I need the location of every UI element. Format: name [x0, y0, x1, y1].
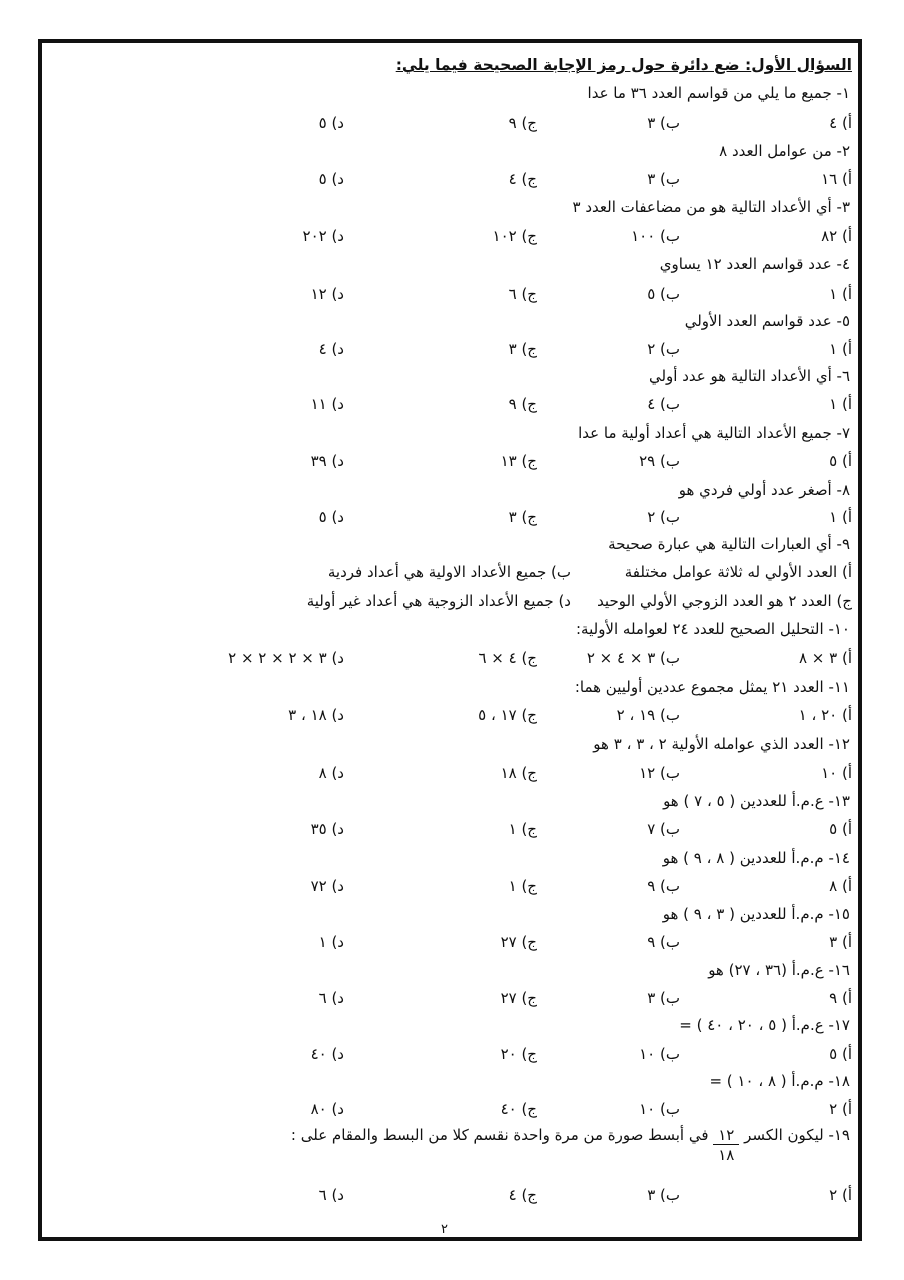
question-7: ٧- جميع الأعداد التالية هي أعداد أولية ما عدا	[578, 424, 850, 442]
q19-option-d[interactable]: د) ٦	[318, 1186, 344, 1204]
q8-option-d[interactable]: د) ٥	[318, 508, 344, 526]
q16-option-a[interactable]: أ) ٩	[829, 989, 852, 1007]
q5-option-d[interactable]: د) ٤	[318, 340, 344, 358]
q7-option-b[interactable]: ب) ٢٩	[639, 452, 680, 470]
q10-option-b[interactable]: ب) ٣ × ٤ × ٢	[586, 649, 680, 667]
q3-option-b[interactable]: ب) ١٠٠	[631, 227, 680, 245]
q8-option-b[interactable]: ب) ٢	[647, 508, 680, 526]
q19-option-a[interactable]: أ) ٢	[829, 1186, 852, 1204]
question-11: ١١- العدد ٢١ يمثل مجموع عددين أوليين هما:	[574, 678, 850, 696]
question-2: ٢- من عوامل العدد ٨	[719, 142, 850, 160]
q15-option-c[interactable]: ج) ٢٧	[500, 933, 537, 951]
page-number: ٢	[441, 1222, 448, 1237]
q18-option-a[interactable]: أ) ٢	[829, 1100, 852, 1118]
q7-option-a[interactable]: أ) ٥	[829, 452, 852, 470]
q5-option-a[interactable]: أ) ١	[829, 340, 852, 358]
question-6: ٦- أي الأعداد التالية هو عدد أولي	[648, 367, 850, 385]
q14-option-d[interactable]: د) ٧٢	[310, 877, 344, 895]
question-15: ١٥- م.م.أ للعددين ( ٣ ، ٩ ) هو	[662, 905, 850, 923]
q5-option-b[interactable]: ب) ٢	[647, 340, 680, 358]
q10-option-a[interactable]: أ) ٣ × ٨	[798, 649, 852, 667]
q9-option-b[interactable]: ب) جميع الأعداد الاولية هي أعداد فردية	[327, 563, 571, 581]
q7-option-c[interactable]: ج) ١٣	[500, 452, 537, 470]
q1-option-a[interactable]: أ) ٤	[829, 114, 852, 132]
q17-option-a[interactable]: أ) ٥	[829, 1045, 852, 1063]
q4-option-b[interactable]: ب) ٥	[647, 285, 680, 303]
q7-option-d[interactable]: د) ٣٩	[310, 452, 344, 470]
q18-option-b[interactable]: ب) ١٠	[639, 1100, 680, 1118]
q9-option-c[interactable]: ج) العدد ٢ هو العدد الزوجي الأولي الوحيد	[597, 592, 852, 610]
q14-option-c[interactable]: ج) ١	[508, 877, 537, 895]
question-5: ٥- عدد قواسم العدد الأولي	[684, 312, 850, 330]
q15-option-d[interactable]: د) ١	[318, 933, 344, 951]
q11-option-a[interactable]: أ) ٢٠ ، ١	[798, 706, 852, 724]
question-18: ١٨- م.م.أ ( ٨ ، ١٠ ) =	[709, 1072, 850, 1090]
q6-option-c[interactable]: ج) ٩	[508, 395, 537, 413]
q18-option-d[interactable]: د) ٨٠	[310, 1100, 344, 1118]
q3-option-a[interactable]: أ) ٨٢	[821, 227, 852, 245]
header-title: السؤال الأول	[751, 56, 852, 74]
q19-text-before: ليكون الكسر	[744, 1126, 824, 1144]
q18-option-c[interactable]: ج) ٤٠	[500, 1100, 537, 1118]
question-1: ١- جميع ما يلي من قواسم العدد ٣٦ ما عدا	[587, 84, 850, 102]
q6-option-d[interactable]: د) ١١	[310, 395, 344, 413]
q1-option-c[interactable]: ج) ٩	[508, 114, 537, 132]
q6-option-a[interactable]: أ) ١	[829, 395, 852, 413]
q6-option-b[interactable]: ب) ٤	[647, 395, 680, 413]
q9-option-d[interactable]: د) جميع الأعداد الزوجية هي أعداد غير أولية	[306, 592, 571, 610]
question-14: ١٤- م.م.أ للعددين ( ٨ ، ٩ ) هو	[662, 849, 850, 867]
q12-option-d[interactable]: د) ٨	[318, 764, 344, 782]
q15-option-b[interactable]: ب) ٩	[647, 933, 680, 951]
question-16: ١٦- ع.م.أ (٣٦ ، ٢٧) هو	[708, 961, 850, 979]
q4-option-a[interactable]: أ) ١	[829, 285, 852, 303]
question-8: ٨- أصغر عدد أولي فردي هو	[678, 481, 850, 499]
q4-option-c[interactable]: ج) ٦	[508, 285, 537, 303]
question-12: ١٢- العدد الذي عوامله الأولية ٢ ، ٣ ، ٣ هو	[593, 735, 850, 753]
question-9: ٩- أي العبارات التالية هي عبارة صحيحة	[608, 535, 850, 553]
q12-option-c[interactable]: ج) ١٨	[500, 764, 537, 782]
q10-option-d[interactable]: د) ٣ × ٢ × ٢ × ٢	[228, 649, 344, 667]
q4-option-d[interactable]: د) ١٢	[310, 285, 344, 303]
q8-option-c[interactable]: ج) ٣	[508, 508, 537, 526]
question-header	[396, 56, 852, 74]
q19-text-after: في أبسط صورة من مرة واحدة نقسم كلا من البسط والمقام على :	[290, 1126, 709, 1144]
q19-option-b[interactable]: ب) ٣	[647, 1186, 680, 1204]
question-10: ١٠- التحليل الصحيح للعدد ٢٤ لعوامله الأولية:	[576, 620, 850, 638]
question-19: ١٩- ليكون الكسر $\frac{١٢}{١٨}$ في أبسط صورة من مرة واحدة نقسم كلا من البسط والمقام على :	[290, 1126, 850, 1164]
q13-option-c[interactable]: ج) ١	[508, 820, 537, 838]
question-3: ٣- أي الأعداد التالية هو من مضاعفات العدد ٣	[572, 198, 850, 216]
q11-option-d[interactable]: د) ١٨ ، ٣	[288, 706, 344, 724]
q17-option-c[interactable]: ج) ٢٠	[500, 1045, 537, 1063]
q2-option-d[interactable]: د) ٥	[318, 170, 344, 188]
q16-option-c[interactable]: ج) ٢٧	[500, 989, 537, 1007]
q8-option-a[interactable]: أ) ١	[829, 508, 852, 526]
fraction-numerator: ١٢	[713, 1128, 739, 1145]
q5-option-c[interactable]: ج) ٣	[508, 340, 537, 358]
q2-option-b[interactable]: ب) ٣	[647, 170, 680, 188]
q12-option-b[interactable]: ب) ١٢	[639, 764, 680, 782]
q19-option-c[interactable]: ج) ٤	[508, 1186, 537, 1204]
q3-option-c[interactable]: ج) ١٠٢	[492, 227, 537, 245]
q13-option-d[interactable]: د) ٣٥	[310, 820, 344, 838]
q17-option-d[interactable]: د) ٤٠	[310, 1045, 344, 1063]
q16-option-d[interactable]: د) ٦	[318, 989, 344, 1007]
q11-option-b[interactable]: ب) ١٩ ، ٢	[616, 706, 680, 724]
question-13: ١٣- ع.م.أ للعددين ( ٥ ، ٧ ) هو	[663, 792, 850, 810]
q9-option-a[interactable]: أ) العدد الأولي له ثلاثة عوامل مختلفة	[624, 563, 852, 581]
q14-option-b[interactable]: ب) ٩	[647, 877, 680, 895]
question-4: ٤- عدد قواسم العدد ١٢ يساوي	[659, 255, 850, 273]
q1-option-d[interactable]: د) ٥	[318, 114, 344, 132]
fraction-denominator: ١٨	[718, 1145, 735, 1164]
q12-option-a[interactable]: أ) ١٠	[821, 764, 852, 782]
question-17: ١٧- ع.م.أ ( ٥ ، ٢٠ ، ٤٠ ) =	[679, 1016, 850, 1034]
q3-option-d[interactable]: د) ٢٠٢	[302, 227, 344, 245]
q11-option-c[interactable]: ج) ١٧ ، ٥	[478, 706, 537, 724]
q2-option-c[interactable]: ج) ٤	[508, 170, 537, 188]
header-instruction: : ضع دائرة حول رمز الإجابة الصحيحة فيما يلي:	[395, 56, 752, 74]
q17-option-b[interactable]: ب) ١٠	[639, 1045, 680, 1063]
q14-option-a[interactable]: أ) ٨	[829, 877, 852, 895]
fraction	[713, 1128, 739, 1166]
q2-option-a[interactable]: أ) ١٦	[821, 170, 852, 188]
q16-option-b[interactable]: ب) ٣	[647, 989, 680, 1007]
q15-option-a[interactable]: أ) ٣	[829, 933, 852, 951]
q13-option-a[interactable]: أ) ٥	[829, 820, 852, 838]
q10-option-c[interactable]: ج) ٤ × ٦	[478, 649, 537, 667]
q13-option-b[interactable]: ب) ٧	[647, 820, 680, 838]
exam-sheet-border	[38, 39, 862, 1241]
q1-option-b[interactable]: ب) ٣	[647, 114, 680, 132]
